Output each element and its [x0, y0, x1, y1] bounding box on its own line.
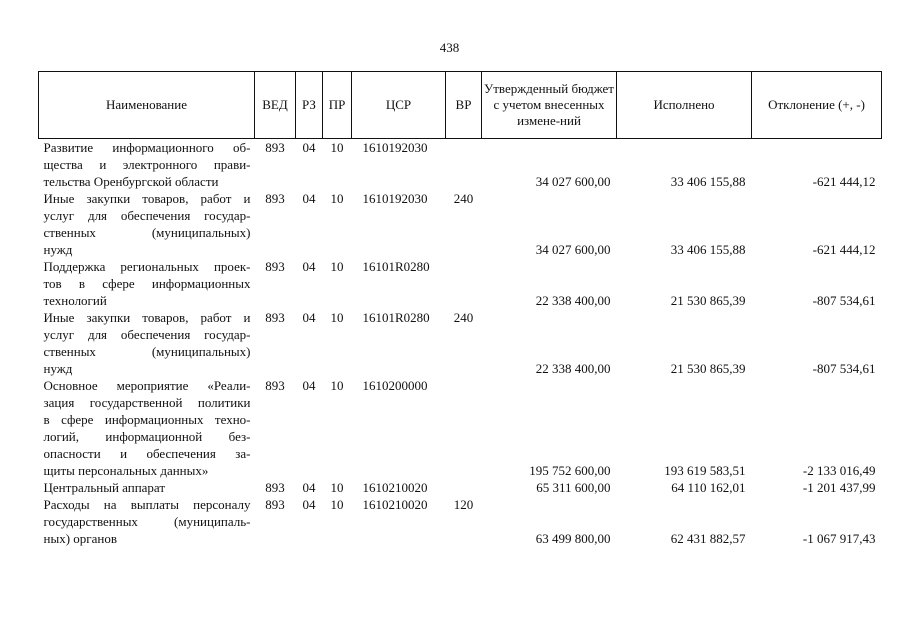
row-name-line: Поддержка региональных проек-	[43, 259, 251, 274]
header-pr: ПР	[323, 72, 352, 139]
header-name: Наименование	[39, 72, 255, 139]
row-name	[39, 377, 255, 479]
table-row	[39, 377, 882, 479]
row-name	[39, 309, 255, 377]
row-approved: 22 338 400,00	[535, 293, 611, 308]
row-approved: 22 338 400,00	[535, 361, 611, 376]
row-name-line: опасности и обеспечения за-	[43, 446, 251, 461]
row-name-line: щества и электронного прави-	[43, 157, 251, 172]
header-vr: ВР	[446, 72, 482, 139]
row-name-line: Основное мероприятие «Реали-	[43, 378, 251, 393]
row-name	[39, 496, 255, 547]
row-rz: 04	[302, 310, 316, 325]
row-name-line: услуг для обеспечения государ-	[43, 208, 251, 223]
row-deviation: -621 444,12	[812, 242, 876, 257]
row-name-line: щиты персональных данных»	[43, 463, 209, 478]
row-rz: 04	[302, 480, 316, 495]
header-csr: ЦСР	[352, 72, 446, 139]
row-pr: 10	[330, 497, 344, 512]
row-vr	[446, 377, 482, 479]
row-name	[39, 258, 255, 309]
row-name-line: ных) органов	[43, 531, 117, 546]
row-approved: 34 027 600,00	[535, 242, 611, 257]
row-pr: 10	[330, 259, 344, 274]
row-csr: 1610192030	[362, 140, 428, 155]
row-rz: 04	[302, 378, 316, 393]
row-executed: 64 110 162,01	[671, 480, 746, 495]
table-row	[39, 258, 882, 309]
row-executed: 193 619 583,51	[664, 463, 746, 478]
row-pr: 10	[330, 140, 344, 155]
row-executed: 21 530 865,39	[670, 361, 746, 376]
row-rz: 04	[302, 191, 316, 206]
row-executed: 33 406 155,88	[670, 174, 746, 189]
budget-table	[38, 71, 882, 547]
table-row	[39, 139, 882, 191]
table-row	[39, 190, 882, 258]
row-name-line: технологий	[43, 293, 107, 308]
header-rz: РЗ	[296, 72, 323, 139]
row-ved: 893	[265, 310, 285, 325]
row-name-line: тельства Оренбургской области	[43, 174, 219, 189]
row-ved: 893	[265, 259, 285, 274]
row-pr: 10	[330, 310, 344, 325]
row-name	[39, 479, 255, 496]
row-vr	[446, 139, 482, 191]
row-csr: 1610192030	[362, 191, 428, 206]
header-ved: ВЕД	[255, 72, 296, 139]
row-name	[39, 190, 255, 258]
row-name-line: Иные закупки товаров, работ и	[43, 191, 251, 206]
page-number: 438	[439, 40, 460, 55]
row-approved: 195 752 600,00	[529, 463, 611, 478]
row-executed: 21 530 865,39	[670, 293, 746, 308]
table-body	[39, 139, 882, 548]
row-name-line: тов в сфере информационных	[43, 276, 251, 291]
row-deviation: -1 067 917,43	[802, 531, 876, 546]
header-approved: Утвержденный бюджет с учетом внесенных измене-ний	[482, 72, 617, 139]
row-executed: 62 431 882,57	[670, 531, 746, 546]
row-deviation: -807 534,61	[812, 361, 876, 376]
row-ved: 893	[265, 378, 285, 393]
row-name	[39, 139, 255, 191]
row-csr: 16101R0280	[362, 310, 430, 325]
row-deviation: -807 534,61	[812, 293, 876, 308]
row-name-line: Центральный аппарат	[43, 480, 166, 495]
row-name-line: услуг для обеспечения государ-	[43, 327, 251, 342]
row-name-line: Иные закупки товаров, работ и	[43, 310, 251, 325]
row-rz: 04	[302, 140, 316, 155]
row-deviation: -2 133 016,49	[802, 463, 876, 478]
row-vr: 240	[453, 310, 474, 325]
row-pr: 10	[330, 378, 344, 393]
row-rz: 04	[302, 259, 316, 274]
row-approved: 34 027 600,00	[535, 174, 611, 189]
row-vr: 240	[453, 191, 474, 206]
row-ved: 893	[265, 497, 285, 512]
table-row	[39, 479, 882, 496]
row-ved: 893	[265, 140, 285, 155]
row-pr: 10	[330, 191, 344, 206]
row-name-line: государственных (муниципаль-	[43, 514, 251, 529]
row-csr: 1610210020	[362, 497, 428, 512]
row-name-line: Развитие информационного об-	[43, 140, 251, 155]
row-name-line: в сфере информационных техно-	[43, 412, 251, 427]
row-deviation: -1 201 437,99	[802, 480, 876, 495]
row-name-line: Расходы на выплаты персоналу	[43, 497, 251, 512]
row-ved: 893	[265, 480, 285, 495]
header-deviation: Отклонение (+, -)	[752, 72, 882, 139]
row-name-line: зация государственной политики	[43, 395, 251, 410]
row-vr	[446, 479, 482, 496]
row-approved: 63 499 800,00	[535, 531, 611, 546]
row-executed: 33 406 155,88	[670, 242, 746, 257]
row-name-line: нужд	[43, 242, 73, 257]
header-executed: Исполнено	[617, 72, 752, 139]
table-row	[39, 496, 882, 547]
row-name-line: ственных (муниципальных)	[43, 344, 251, 359]
row-name-line: ственных (муниципальных)	[43, 225, 251, 240]
table-row	[39, 309, 882, 377]
row-ved: 893	[265, 191, 285, 206]
row-name-line: логий, информационной без-	[43, 429, 251, 444]
row-csr: 16101R0280	[362, 259, 430, 274]
row-name-line: нужд	[43, 361, 73, 376]
row-rz: 04	[302, 497, 316, 512]
row-pr: 10	[330, 480, 344, 495]
row-approved: 65 311 600,00	[536, 480, 611, 495]
row-vr: 120	[453, 497, 474, 512]
row-vr	[446, 258, 482, 309]
row-csr: 1610200000	[362, 378, 428, 393]
header-row	[39, 72, 882, 139]
row-csr: 1610210020	[362, 480, 428, 495]
row-deviation: -621 444,12	[812, 174, 876, 189]
